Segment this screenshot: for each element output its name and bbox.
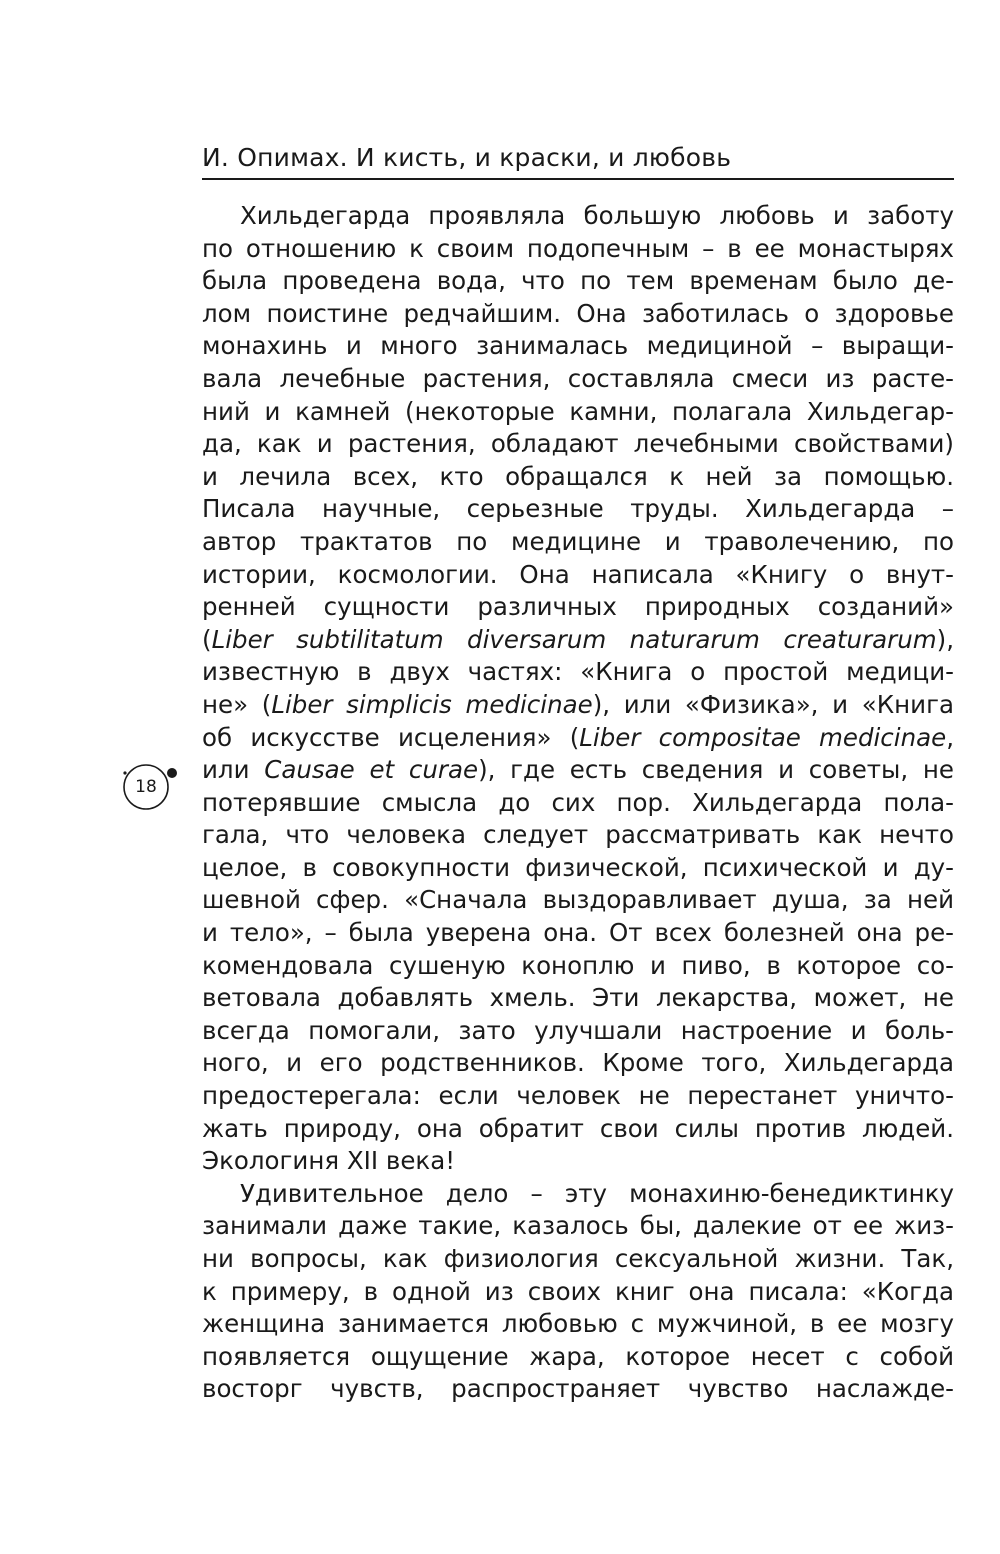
text-line: ного, и его родственников. Кроме того, Хильдегарда: [202, 1048, 954, 1078]
text-line: по отношению к своим подопечным – в ее монастырях: [202, 233, 954, 263]
text-line-with-latin-title: [202, 689, 954, 722]
text-line: комендовала сушеную коноплю и пиво, в которое со-: [202, 950, 954, 980]
text-line: гала, что человека следует рассматривать как нечто: [202, 820, 954, 850]
text-line-with-latin-title: [202, 754, 954, 787]
text-line: целое, в совокупности физической, психической и ду-: [202, 852, 954, 882]
text-line-with-latin-title: [202, 624, 954, 657]
text-line: ветовала добавлять хмель. Эти лекарства, может, не: [202, 983, 954, 1013]
text-fragment: не» (: [202, 689, 272, 719]
text-line: да, как и растения, обладают лечебными свойствами): [202, 429, 954, 459]
text-line: и тело», – была уверена она. От всех болезней она ре-: [202, 918, 954, 948]
latin-title: Liber simplicis medicinae: [271, 689, 593, 719]
text-line: потерявшие смысла до сих пор. Хильдегарда пола-: [202, 787, 954, 817]
running-header: И. Опимах. И кисть, и краски, и любовь: [202, 140, 954, 180]
text-fragment: (: [202, 624, 212, 654]
text-line: ренней сущности различных природных созданий»: [202, 592, 954, 622]
text-line: Писала научные, серьезные труды. Хильдегарда –: [202, 494, 954, 524]
text-line: вала лечебные растения, составляла смеси из расте-: [202, 363, 954, 393]
body-text: [202, 200, 954, 1406]
text-line: занимали даже такие, казалось бы, далекие от ее жиз-: [202, 1211, 954, 1241]
text-line: всегда помогали, зато улучшали настроение и боль-: [202, 1015, 954, 1045]
text-fragment: об искусстве исцеления» (: [202, 722, 580, 752]
text-line: автор трактатов по медицине и траволечению, по: [202, 526, 954, 556]
page-number: 18: [135, 777, 157, 797]
text-line: Хильдегарда проявляла большую любовь и заботу: [240, 201, 954, 230]
text-line: к примеру, в одной из своих книг она писала: «Когда: [202, 1276, 954, 1306]
text-fragment: ,: [946, 722, 954, 752]
text-line-with-latin-title: [202, 722, 954, 755]
page-number-badge: [122, 763, 170, 811]
text-line: лом поистине редчайшим. Она заботилась о здоровье: [202, 298, 954, 328]
text-fragment: ), или «Физика», и «Книга: [592, 689, 954, 719]
text-line: ни вопросы, как физиология сексуальной жизни. Так,: [202, 1244, 954, 1273]
text-line: предостерегала: если человек не перестанет уничто-: [202, 1081, 954, 1111]
text-fragment: ), где есть сведения и советы, не: [478, 755, 955, 785]
text-line: Удивительное дело – эту монахиню-бенедиктинку: [240, 1178, 954, 1208]
text-line: появляется ощущение жара, которое несет с собой: [202, 1341, 954, 1371]
text-line: жать природу, она обратит свои силы против людей.: [202, 1113, 954, 1143]
latin-title: Causae et curae: [264, 755, 479, 785]
text-line: Экологиня XII века!: [202, 1146, 456, 1176]
latin-title: Liber compositae medicinae: [579, 722, 947, 752]
text-line: была проведена вода, что по тем временам было де-: [202, 266, 954, 296]
text-line: монахинь и много занималась медициной – выращи-: [202, 331, 954, 361]
text-line: женщина занимается любовью с мужчиной, в ее мозгу: [202, 1309, 954, 1339]
text-line: известную в двух частях: «Книга о простой медици-: [202, 657, 954, 687]
text-fragment: или: [202, 755, 265, 785]
text-line: истории, космологии. Она написала «Книгу о внут-: [202, 559, 954, 589]
text-line: и лечила всех, кто обращался к ней за помощью.: [202, 461, 954, 491]
text-fragment: ),: [936, 624, 954, 654]
text-line: ний и камней (некоторые камни, полагала Хильдегар-: [202, 396, 954, 426]
text-line: восторг чувств, распространяет чувство наслажде-: [202, 1374, 954, 1404]
text-line: шевной сфер. «Сначала выздоравливает душа, за ней: [202, 885, 954, 915]
latin-title: Liber subtilitatum diversarum naturarum creaturarum: [211, 624, 937, 654]
